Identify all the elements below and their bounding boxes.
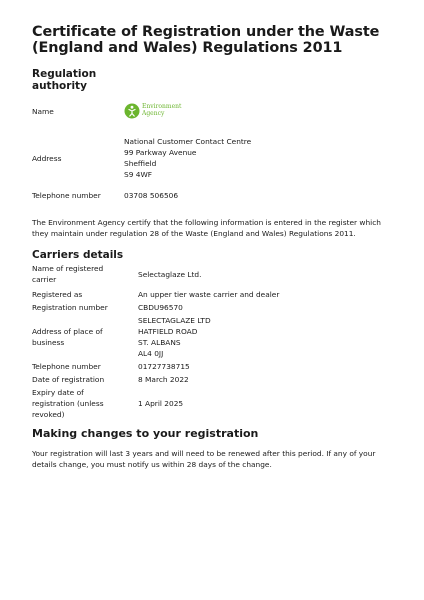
logo-line1: Environment [142, 103, 182, 111]
registered-as-value: An upper tier waste carrier and dealer [138, 290, 280, 299]
business-address-line: ST. ALBANS [138, 338, 181, 347]
name-value [124, 96, 251, 126]
name-label: Name [32, 106, 54, 116]
business-address-line: SELECTAGLAZE LTD [138, 316, 211, 325]
address-line: 99 Parkway Avenue [124, 148, 197, 157]
business-address-line: AL4 0JJ [138, 349, 164, 358]
environment-agency-logo [124, 103, 251, 119]
regulation-heading: Regulation authority [32, 68, 97, 92]
address-line: National Customer Contact Centre [124, 137, 252, 146]
page-title: Certificate of Registration under the Waste (England and Wales) Regulations 2011 [32, 24, 380, 56]
carrier-name-value: Selectaglaze Ltd. [138, 269, 202, 279]
business-address-line: HATFIELD ROAD [138, 327, 198, 336]
registered-as-label: Registered as [32, 290, 83, 299]
expiry-date-value: 1 April 2025 [138, 399, 184, 408]
business-address-value [138, 315, 279, 359]
carriers-table [32, 263, 279, 420]
address-line: S9 4WF [124, 170, 153, 179]
logo-line2: Agency [142, 110, 165, 117]
carrier-telephone-value: 01727738715 [138, 362, 190, 371]
expiry-date-label: Expiry date of registration (unless revoked) [32, 388, 104, 419]
carrier-name-label: Name of registered carrier [32, 264, 104, 284]
telephone-value: 03708 506506 [124, 191, 179, 200]
registration-date-value: 8 March 2022 [138, 375, 189, 384]
address-value [124, 136, 251, 180]
registration-number-label: Registration number [32, 303, 108, 312]
regulation-table [32, 96, 251, 201]
business-address-label: Address of place of business [32, 327, 103, 347]
registration-date-label: Date of registration [32, 375, 105, 384]
address-label: Address [32, 153, 62, 163]
registration-number-value: CBDU96570 [138, 303, 183, 312]
environment-agency-icon [124, 103, 140, 119]
address-line: Sheffield [124, 159, 157, 168]
telephone-label: Telephone number [32, 191, 101, 200]
carriers-heading: Carriers details [32, 249, 124, 261]
changes-heading: Making changes to your registration [32, 427, 259, 440]
carrier-telephone-label: Telephone number [32, 362, 101, 371]
changes-paragraph: Your registration will last 3 years and will need to be renewed after this period. If any of your details change, you must notify us within 28 days of the change. [32, 449, 376, 469]
certify-paragraph: The Environment Agency certify that the following information is entered in the register which they maintain under regulation 28 of the Waste (England and Wales) Regulations 2011. [32, 218, 381, 238]
